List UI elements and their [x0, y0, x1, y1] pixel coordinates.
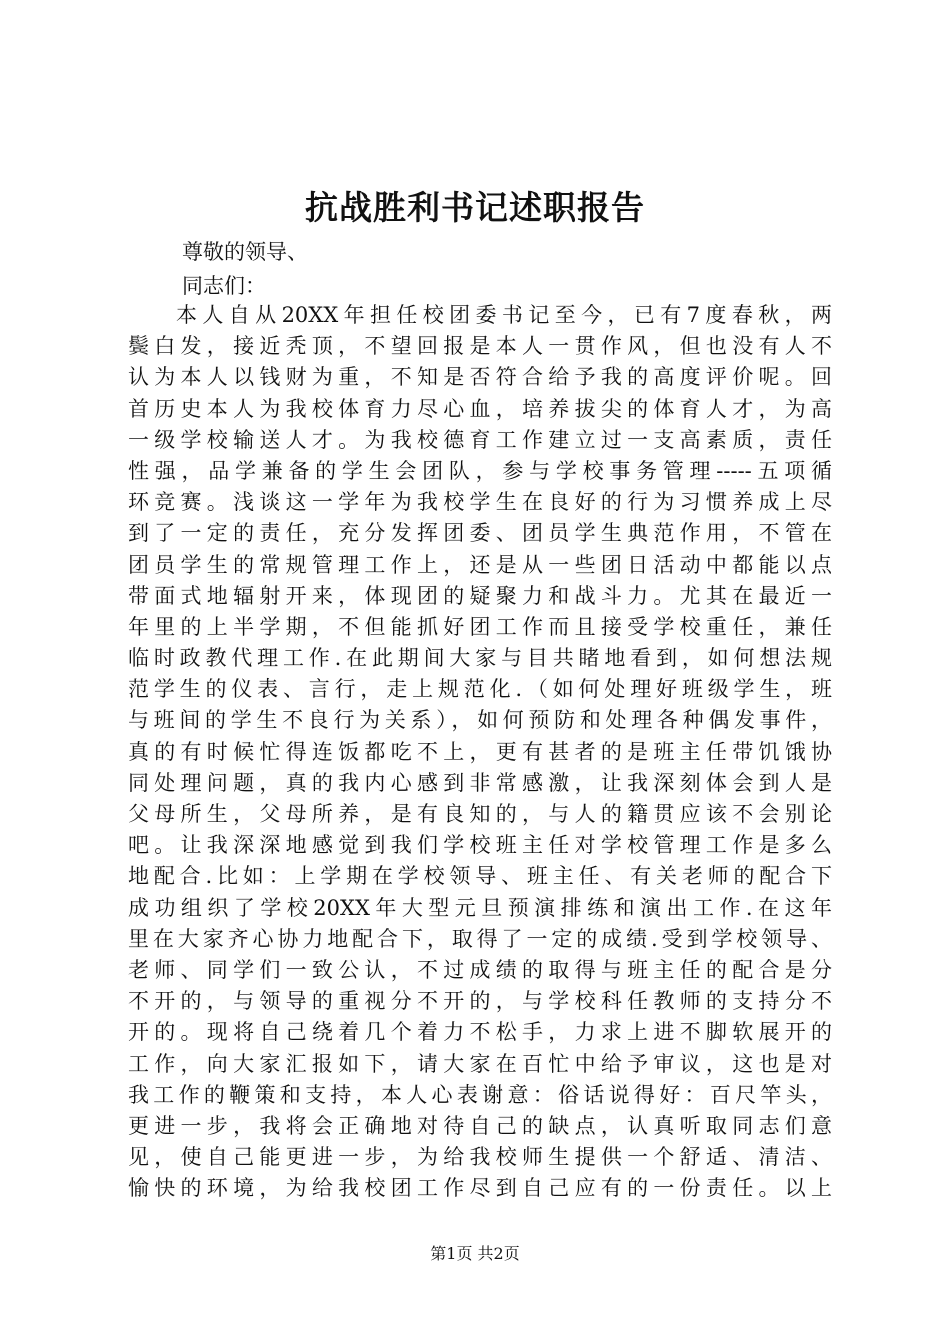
- body-line: 愉快的环境，为给我校团工作尽到自己应有的一份责任。以上: [128, 1176, 832, 1201]
- report-body: [128, 300, 832, 1204]
- body-line: 成功组织了学校20XX年大型元旦预演排练和演出工作.在这年: [128, 895, 832, 920]
- body-line: 带面式地辐射开来，体现团的疑聚力和战斗力。尤其在最近一: [128, 583, 832, 608]
- body-line: 本人自从20XX年担任校团委书记至今，已有7度春秋，两: [176, 303, 832, 327]
- body-line: 认为本人以钱财为重，不知是否符合给予我的高度评价呢。回: [128, 365, 832, 390]
- body-line: 环竞赛。浅谈这一学年为我校学生在良好的行为习惯养成上尽: [128, 490, 832, 515]
- body-line: 一级学校输送人才。为我校德育工作建立过一支高素质，责任: [128, 427, 832, 452]
- body-line: 更进一步，我将会正确地对待自己的缺点，认真听取同志们意: [128, 1113, 832, 1138]
- body-line: 地配合.比如：上学期在学校领导、班主任、有关老师的配合下: [128, 864, 832, 889]
- body-line: 里在大家齐心协力地配合下，取得了一定的成绩.受到学校领导、: [128, 926, 832, 951]
- body-line: 父母所生，父母所养，是有良知的，与人的籍贯应该不会别论: [128, 802, 832, 826]
- body-line: 工作，向大家汇报如下，请大家在百忙中给予审议，这也是对: [128, 1051, 832, 1076]
- body-line: 老师、同学们一致公认，不过成绩的取得与班主任的配合是分: [128, 957, 832, 982]
- body-line: 开的。现将自己绕着几个着力不松手，力求上进不脚软展开的: [128, 1020, 832, 1045]
- document-title: 抗战胜利书记述职报告: [305, 188, 645, 227]
- body-line: 到了一定的责任，充分发挥团委、团员学生典范作用，不管在: [128, 521, 832, 546]
- body-line: 团员学生的常规管理工作上，还是从一些团日活动中都能以点: [128, 552, 832, 577]
- body-line: 鬓白发，接近秃顶，不望回报是本人一贯作风，但也没有人不: [128, 334, 832, 359]
- salutation-comrades: 同志们：: [182, 274, 266, 298]
- page-number-footer: 第1页 共2页: [430, 1244, 520, 1263]
- body-line: 我工作的鞭策和支持，本人心表谢意：俗话说得好：百尺竿头，: [128, 1082, 832, 1107]
- body-line: 不开的，与领导的重视分不开的，与学校科任教师的支持分不: [128, 989, 832, 1014]
- body-line: 首历史本人为我校体育力尽心血，培养拔尖的体育人才，为高: [128, 396, 832, 421]
- body-line: 吧。让我深深地感觉到我们学校班主任对学校管理工作是多么: [128, 833, 832, 858]
- body-line: 见，使自己能更进一步，为给我校师生提供一个舒适、清洁、: [128, 1145, 832, 1170]
- body-line: 同处理问题，真的我内心感到非常感激，让我深刻体会到人是: [128, 770, 832, 795]
- body-line: 范学生的仪表、言行，走上规范化.（如何处理好班级学生，班: [128, 677, 832, 702]
- salutation-leaders: 尊敬的领导、: [182, 240, 308, 264]
- body-line: 临时政教代理工作.在此期间大家与目共睹地看到，如何想法规: [128, 646, 832, 671]
- body-line: 与班间的学生不良行为关系），如何预防和处理各种偶发事件，: [128, 708, 832, 733]
- body-line: 性强，品学兼备的学生会团队，参与学校事务管理-----五项循: [128, 458, 832, 483]
- body-line: 真的有时候忙得连饭都吃不上，更有甚者的是班主任带饥饿协: [128, 739, 832, 764]
- body-line: 年里的上半学期，不但能抓好团工作而且接受学校重任，兼任: [128, 614, 832, 639]
